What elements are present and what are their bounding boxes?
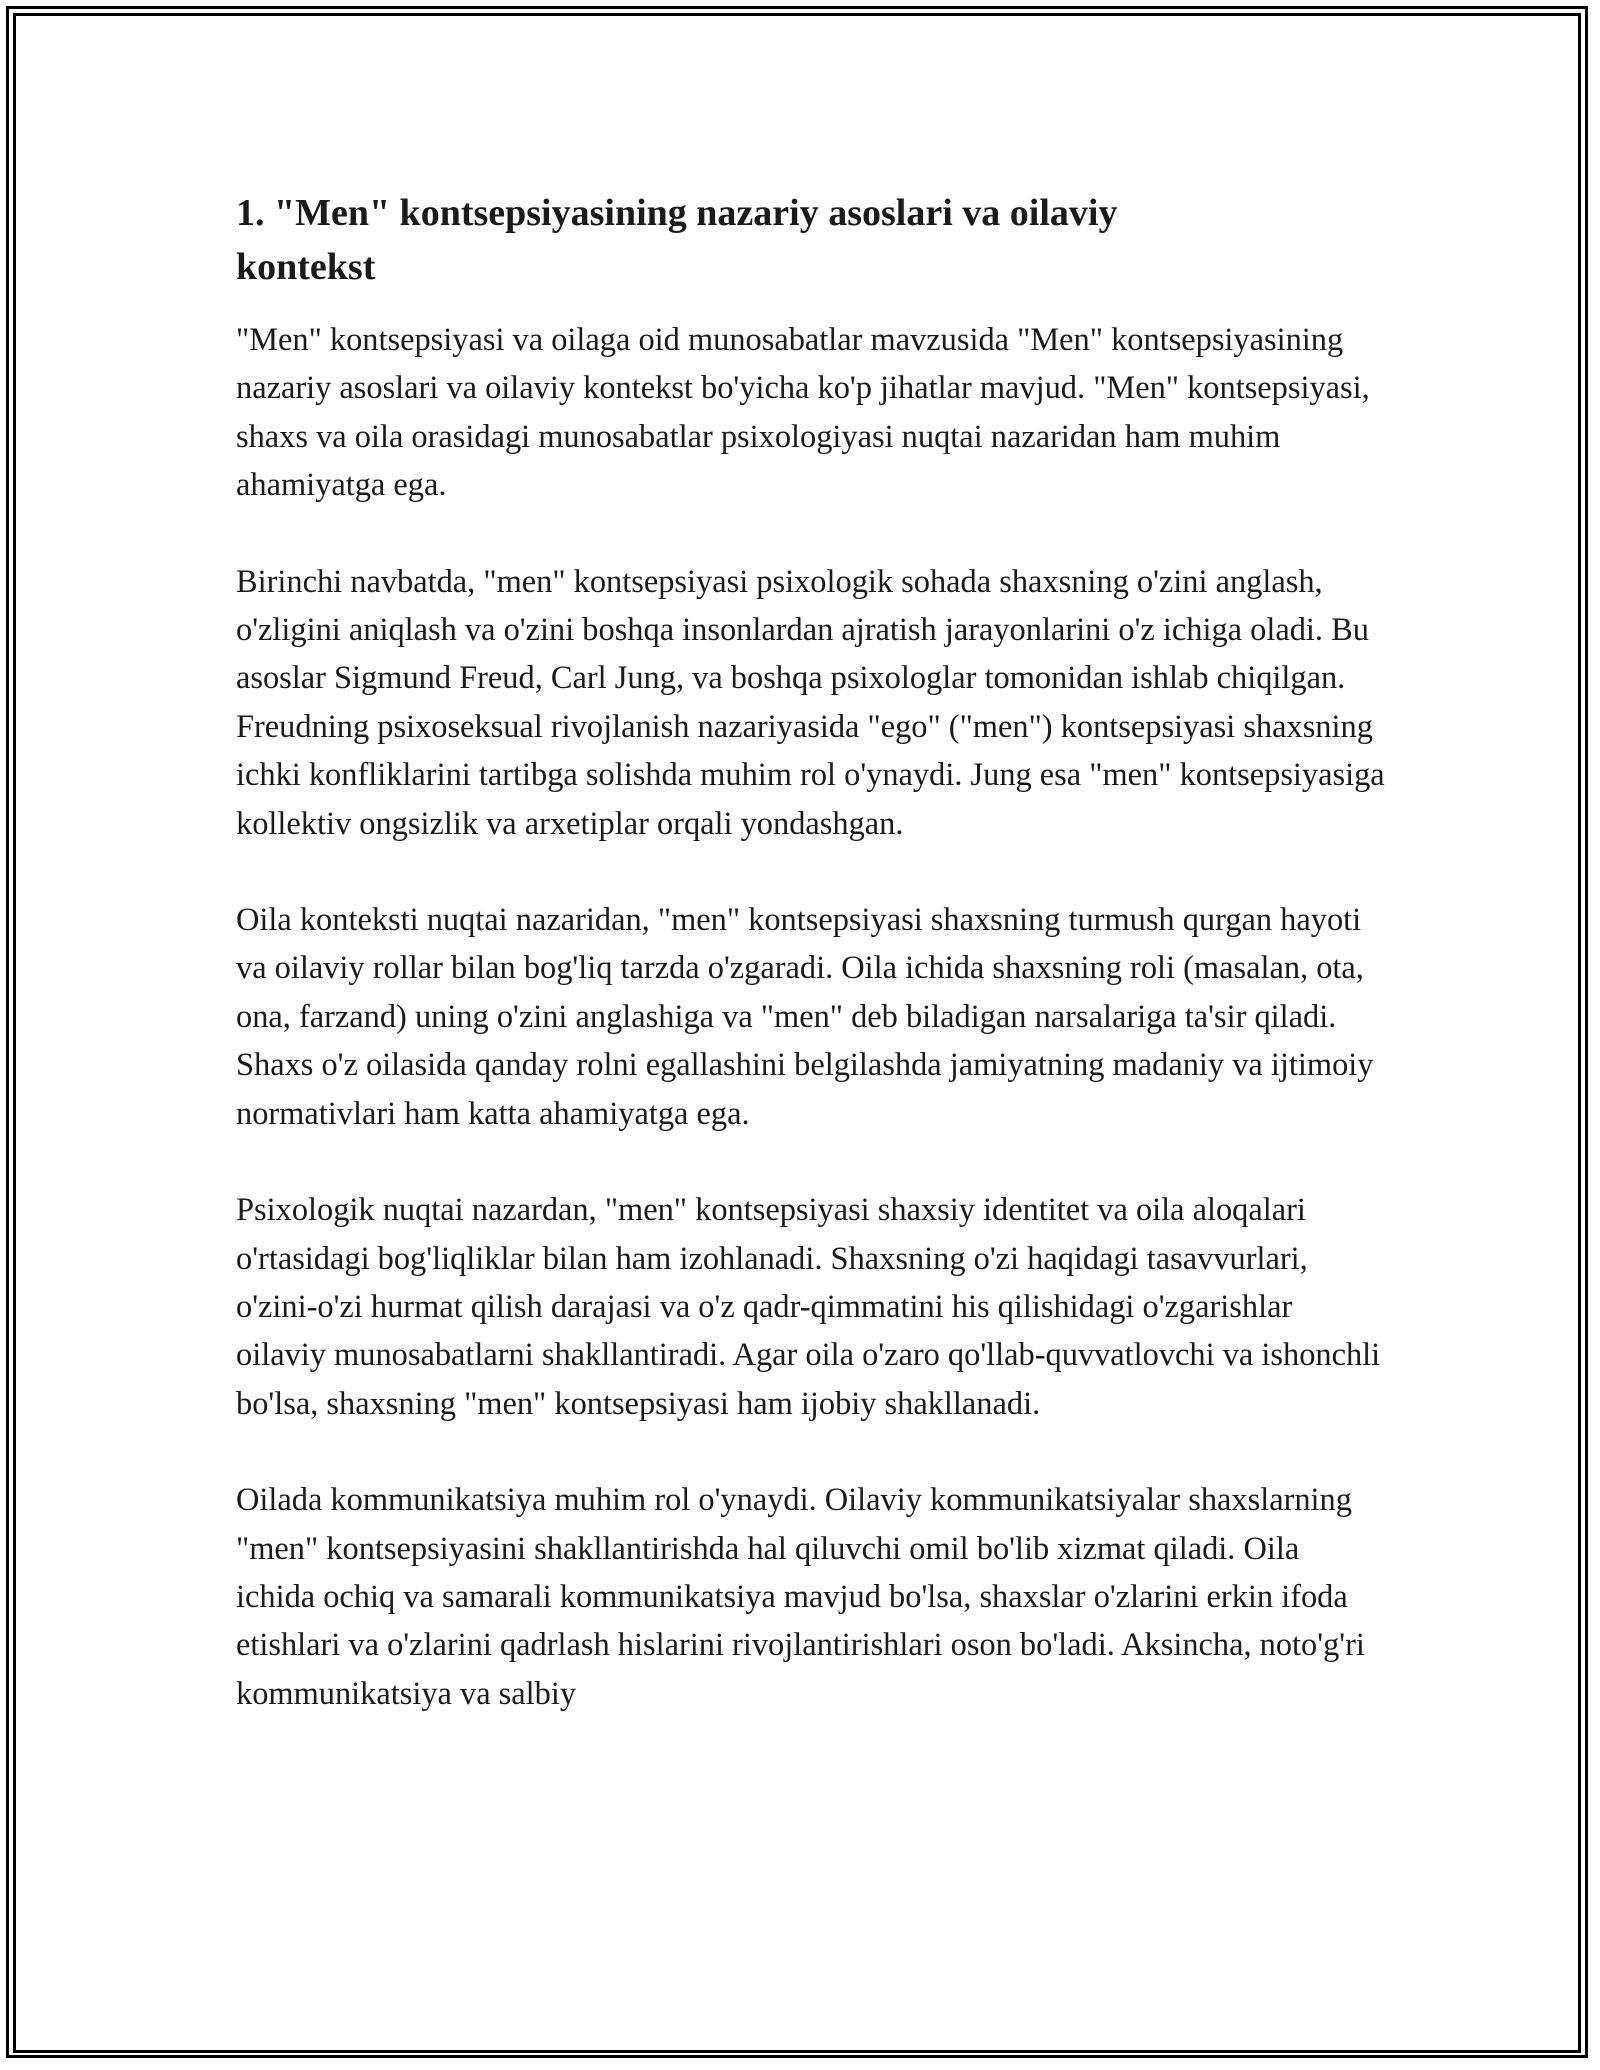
- document-body: [236, 186, 1386, 1766]
- section-heading: 1. "Men" kontsepsiyasining nazariy asoslari va oilaviy kontekst: [236, 192, 1118, 288]
- paragraph-theory: Birinchi navbatda, "men" kontsepsiyasi psixologik sohada shaxsning o'zini anglash, o'zligini aniqlash va o'zini boshqa insonlardan ajratish jarayonlarini o'z ichiga oladi. Bu asoslar Sigmund Freud, Carl Jung, va boshqa psixologlar tomonidan ishlab chiqilgan. Freudning psixoseksual rivojlanish nazariyasida "ego" ("men") kontsepsiyasi shaxsning ichki konfliklarini tartibga solishda muhim rol o'ynaydi. Jung esa "men" kontsepsiyasiga kollektiv ongsizlik va arxetiplar orqali yondashgan.: [236, 563, 1385, 842]
- paragraph-intro: "Men" kontsepsiyasi va oilaga oid munosabatlar mavzusida "Men" kontsepsiyasining nazariy asoslari va oilaviy kontekst bo'yicha ko'p jihatlar mavjud. "Men" kontsepsiyasi, shaxs va oila orasidagi munosabatlar psixologiyasi nuqtai nazaridan ham muhim ahamiyatga ega.: [236, 322, 1370, 504]
- paragraph-family-context: Oila konteksti nuqtai nazaridan, "men" kontsepsiyasi shaxsning turmush qurgan hayoti va oilaviy rollar bilan bog'liq tarzda o'zgaradi. Oila ichida shaxsning roli (masalan, ota, ona, farzand) uning o'zini anglashiga va "men" deb biladigan narsalariga ta'sir qiladi. Shaxs o'z oilasida qanday rolni egallashini belgilashda jamiyatning madaniy va ijtimoiy normativlari ham katta ahamiyatga ega.: [236, 902, 1374, 1132]
- paragraph-communication: Oilada kommunikatsiya muhim rol o'ynaydi. Oilaviy kommunikatsiyalar shaxslarning "men" kontsepsiyasini shakllantirishda hal qiluvchi omil bo'lib xizmat qiladi. Oila ichida ochiq va samarali kommunikatsiya mavjud bo'lsa, shaxslar o'zlarini erkin ifoda etishlari va o'zlarini qadrlash hislarini rivojlantirishlari oson bo'ladi. Aksincha, noto'g'ri kommunikatsiya va salbiy: [236, 1482, 1365, 1712]
- paragraph-psychological-view: Psixologik nuqtai nazardan, "men" kontsepsiyasi shaxsiy identitet va oila aloqalari o'rtasidagi bog'liqliklar bilan ham izohlanadi. Shaxsning o'zi haqidagi tasavvurlari, o'zini-o'zi hurmat qilish darajasi va o'z qadr-qimmatini his qilishidagi o'zgarishlar oilaviy munosabatlarni shakllantiradi. Agar oila o'zaro qo'llab-quvvatlovchi va ishonchli bo'lsa, shaxsning "men" kontsepsiyasi ham ijobiy shakllanadi.: [236, 1192, 1381, 1422]
